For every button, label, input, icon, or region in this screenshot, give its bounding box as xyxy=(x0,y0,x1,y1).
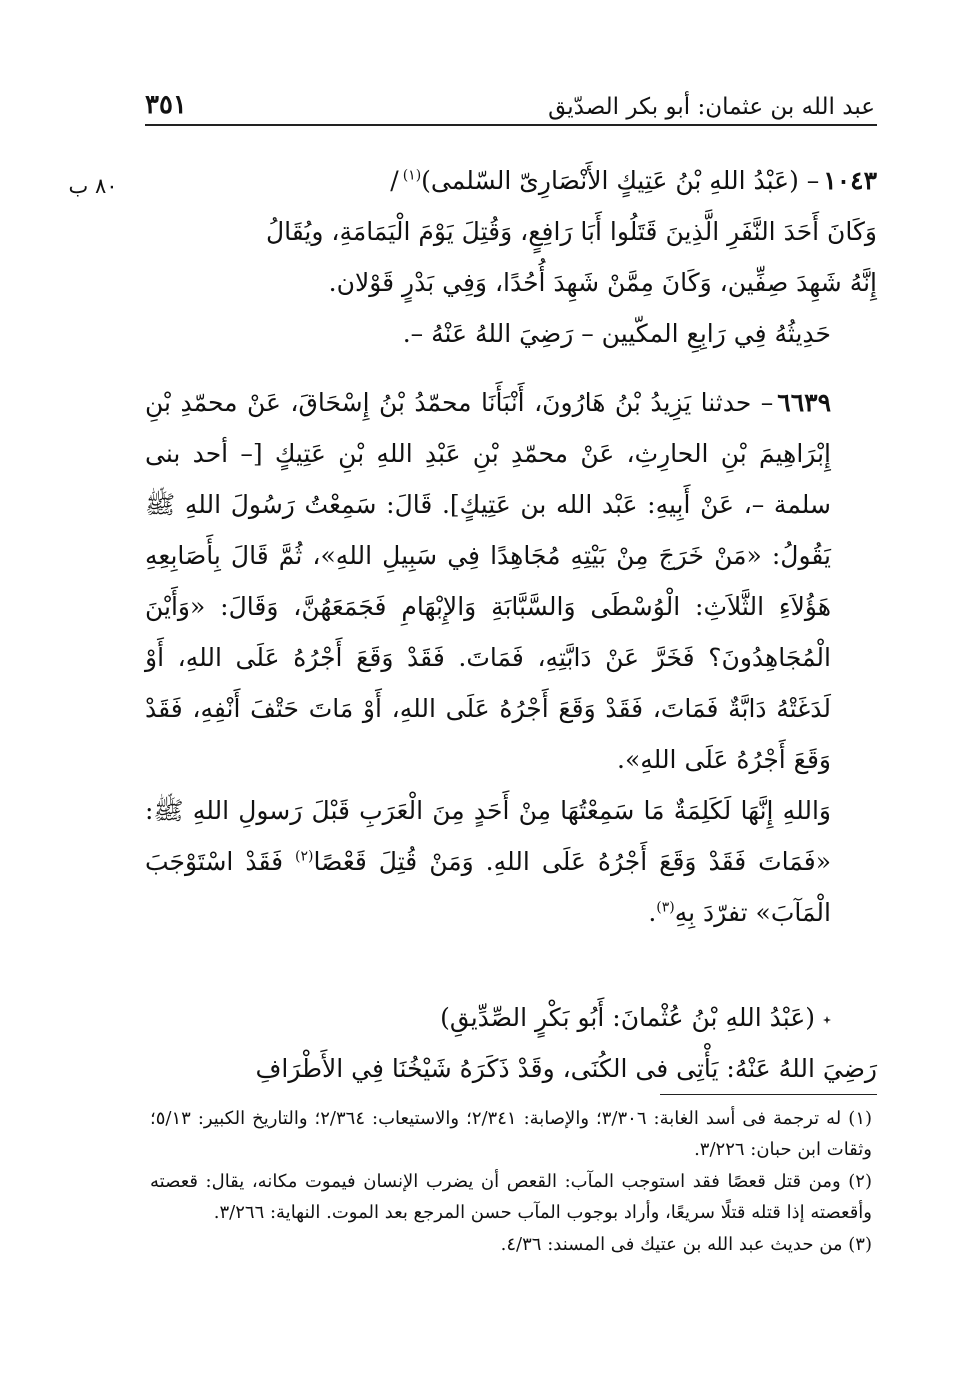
folio-marker: / xyxy=(390,166,399,195)
main-text xyxy=(145,155,877,1094)
footnote-ref-3[interactable]: (٣) xyxy=(656,899,675,916)
entry-line: وَكَانَ أَحَدَ النَّفَرِ الَّذِينَ قَتَلُوا أَبَا رَافِعٍ، وَقُتِلَ يَوْمَ الْيَمَامَةِ، ويُقَالُ xyxy=(265,217,877,246)
hadith-text-2a: وَاللهِ إِنَّهَا لَكَلِمَةٌ مَا سَمِعْتُهَا مِنْ أَحَدٍ مِنَ الْعَرَبِ قَبْلَ رَسولِ اللهِ ﷺ: «فَمَاتَ فَقَدْ وَقَعَ أَجْرُهُ عَلَى اللهِ. وَمَنْ قُتِلَ قَعْصًا xyxy=(145,796,831,876)
asterisk-icon xyxy=(823,1016,831,1024)
entry-heading-text: (عَبْدُ اللهِ بْنُ عُثْمانَ: أَبُو بَكْرٍ الصِّدِّيقِ) xyxy=(440,1003,815,1032)
hadith-paragraph-6639 xyxy=(145,377,877,785)
entry-line: حَدِيثُهُ فِي رَابِعِ المكّيين – رَضِيَ اللهُ عَنْهُ –. xyxy=(402,319,831,348)
hadith-number: ٦٦٣٩ xyxy=(777,388,831,417)
page-header xyxy=(145,80,875,120)
period: . xyxy=(648,898,657,927)
manuscript-folio-note: ٨٠ ب xyxy=(68,174,118,198)
entry-line: إِنَّهُ شَهِدَ صِفِّين، وَكَانَ مِمَّنْ شَهِدَ أُحُدًا، وَفِي بَدْرٍ قَوْلان. xyxy=(328,268,877,297)
page-number: ٣٥١ xyxy=(145,90,187,120)
entry-heading-abubakr xyxy=(145,992,877,1043)
entry-heading-text: – (عَبْدُ اللهِ بْنُ عَتِيكٍ الأَنْصَارِىّ السّلمى) xyxy=(421,166,820,195)
hadith-paragraph-2 xyxy=(145,785,877,938)
footnote-rule xyxy=(660,1094,877,1095)
footnotes xyxy=(150,1103,872,1261)
footnote-ref-2[interactable]: (٢) xyxy=(295,848,314,865)
entry-number: ١٠٤٣ xyxy=(823,166,877,195)
footnote-ref-1[interactable]: (١) xyxy=(402,167,422,184)
footnote-3: (٣) من حديث عبد الله بن عتيك فى المسند: ٤/٣٦. xyxy=(500,1234,872,1255)
footnote-1: (١) له ترجمة فى أسد الغابة: ٣/٣٠٦؛ والإصابة: ٢/٣٤١؛ والاستيعاب: ٢/٣٦٤؛ والتاريخ الكبير: ٥/١٣؛ وثقات ابن حبان: ٣/٢٢٦. xyxy=(150,1108,873,1160)
hadith-text: – حدثنا يَزِيدُ بْنُ هَارُونَ، أَنْبَأَنَا محمّدُ بْنُ إِسْحَاقَ، عَنْ محمّدِ بْنِ إِبْرَاهِيمَ بْنِ الحارِثِ، عَنْ محمّدِ بْنِ عَبْدِ اللهِ بْنِ عَتِيكٍ [– أحد بنى سلمة –، عَنْ أَبِيهِ: عَبْد الله بن عَتِيكٍ]. قَالَ: سَمِعْتُ رَسُولَ اللهِ ﷺ يَقُولُ: «مَنْ خَرَجَ مِنْ بَيْتِهِ مُجَاهِدًا فِي سَبِيلِ اللهِ»، ثُمَّ قَالَ بِأَصَابِعِهِ هَؤُلاَءِ الثَّلاَثِ: الْوُسْطَى وَالسَّبَّابَةِ وَالإِبْهَامِ فَجَمَعَهُنَّ، وَقَالَ: «وَأَيْنَ الْمُجَاهِدُونَ؟ فَخَرَّ عَنْ دَابَّتِهِ، فَمَاتَ. فَقَدْ وَقَعَ أَجْرُهُ عَلَى اللهِ، أَوْ لَدَغَتْهُ دَابَّةٌ فَمَاتَ، فَقَدْ وَقَعَ أَجْرُهُ عَلَى اللهِ، أَوْ مَاتَ حَتْفَ أَنْفِهِ، فَقَدْ وَقَعَ أَجْرُهُ عَلَى اللهِ». xyxy=(145,388,831,774)
entry-heading-1043 xyxy=(145,155,877,206)
hadith-text-2b: فَقَدْ اسْتَوْجَبَ الْمَآبَ» تفرّدَ بِهِ xyxy=(145,847,831,927)
running-title: عبد الله بن عثمان: أبو بكر الصدّيق xyxy=(548,94,875,120)
entry-line: رَضِيَ اللهُ عَنْهُ: يَأْتِى فى الكُنَى، وقَدْ ذَكَرَهُ شَيْخُنَا فِي الأَطْرَافِ xyxy=(255,1054,877,1083)
footnote-2: (٢) ومن قتل قعصًا فقد استوجب المآب: القعص أن يضرب الإنسان فيموت مكانه، يقال: قعصته وأقعصته إذا قتله قتلًا سريعًا، وأراد بوجوب المآب حسن المرجع بعد الموت. النهاية: ٣/٢٦٦. xyxy=(150,1171,872,1223)
header-rule xyxy=(145,124,877,126)
